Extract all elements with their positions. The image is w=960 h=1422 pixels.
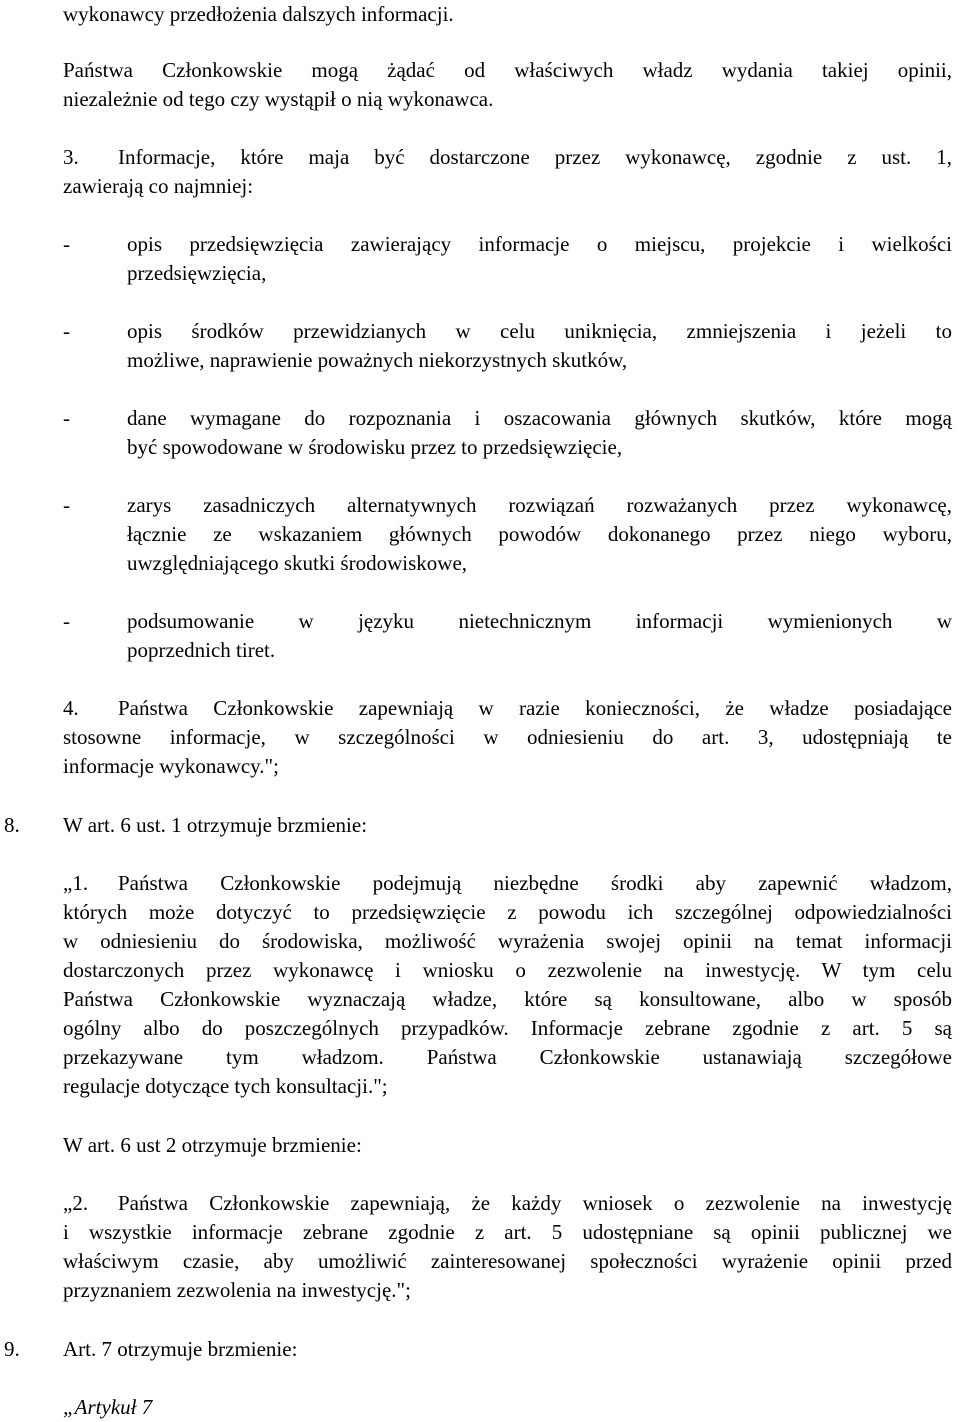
bullet-dash: - [63, 493, 70, 517]
bullet-text: poprzednich tiret. [127, 638, 276, 662]
quote-number: „2. [63, 1191, 89, 1215]
text-line: Państwa Członkowskie mogą żądać od właściwych władz wydania takiej opinii, [63, 58, 952, 82]
bullet-dash: - [63, 406, 70, 430]
article-heading: „Artykuł 7 [63, 1395, 153, 1419]
bullet-text: przedsięwzięcia, [127, 261, 267, 285]
text-line: regulacje dotyczące tych konsultacji."; [63, 1074, 388, 1098]
text-line: Państwa Członkowskie podejmują niezbędne środki aby zapewnić władzom, [118, 871, 952, 895]
text-line: stosowne informacje, w szczególności w odniesieniu do art. 3, udostępniają te [63, 725, 952, 749]
item-number: 4. [63, 696, 79, 720]
bullet-dash: - [63, 232, 70, 256]
text-line: przekazywane tym władzom. Państwa Członkowskie ustanawiają szczegółowe [63, 1045, 952, 1069]
text-line: wykonawcy przedłożenia dalszych informacji. [63, 2, 454, 26]
text-line: których może dotyczyć to przedsięwzięcie z powodu ich szczególnej odpowiedzialności [63, 900, 952, 924]
text-line: niezależnie od tego czy wystąpił o nią wykonawca. [63, 87, 494, 111]
bullet-text: zarys zasadniczych alternatywnych rozwiązań rozważanych przez wykonawcę, [127, 493, 952, 517]
text-line: Informacje, które maja być dostarczone przez wykonawcę, zgodnie z ust. 1, [118, 145, 952, 169]
text-line: zawierają co najmniej: [63, 174, 254, 198]
text-line: dostarczonych przez wykonawcę i wniosku o zezwolenie na inwestycję. W tym celu [63, 958, 952, 982]
item-number: 8. [4, 813, 20, 837]
text-line: przyznaniem zezwolenia na inwestycję."; [63, 1278, 411, 1302]
bullet-text: dane wymagane do rozpoznania i oszacowania głównych skutków, które mogą [127, 406, 952, 430]
bullet-text: opis przedsięwzięcia zawierający informacje o miejscu, projekcie i wielkości [127, 232, 952, 256]
bullet-text: opis środków przewidzianych w celu uniknięcia, zmniejszenia i jeżeli to [127, 319, 952, 343]
text-line: W art. 6 ust. 1 otrzymuje brzmienie: [63, 813, 368, 837]
bullet-text: łącznie ze wskazaniem głównych powodów dokonanego przez niego wyboru, [127, 522, 952, 546]
item-number: 9. [4, 1337, 20, 1361]
text-line: ogólny albo do poszczególnych przypadków. Informacje zebrane zgodnie z art. 5 są [63, 1016, 952, 1040]
bullet-dash: - [63, 609, 70, 633]
quote-number: „1. [63, 871, 89, 895]
bullet-dash: - [63, 319, 70, 343]
bullet-text: być spowodowane w środowisku przez to przedsięwzięcie, [127, 435, 623, 459]
text-line: Państwa Członkowskie zapewniają w razie konieczności, że władze posiadające [118, 696, 952, 720]
text-line: Państwa Członkowskie zapewniają, że każdy wniosek o zezwolenie na inwestycję [118, 1191, 952, 1215]
text-line: właściwym czasie, aby umożliwić zainteresowanej społeczności wyrażenie opinii przed [63, 1249, 952, 1273]
bullet-text: uwzględniającego skutki środowiskowe, [127, 551, 468, 575]
text-line: w odniesieniu do środowiska, możliwość wyrażenia swojej opinii na temat informacji [63, 929, 952, 953]
text-line: informacje wykonawcy."; [63, 754, 279, 778]
bullet-text: możliwe, naprawienie poważnych niekorzystnych skutków, [127, 348, 628, 372]
text-line: i wszystkie informacje zebrane zgodnie z art. 5 udostępniane są opinii publicznej we [63, 1220, 952, 1244]
bullet-text: podsumowanie w języku nietechnicznym informacji wymienionych w [127, 609, 952, 633]
item-number: 3. [63, 145, 79, 169]
text-line: Państwa Członkowskie wyznaczają władze, które są konsultowane, albo w sposób [63, 987, 952, 1011]
text-line: W art. 6 ust 2 otrzymuje brzmienie: [63, 1133, 362, 1157]
text-line: Art. 7 otrzymuje brzmienie: [63, 1337, 298, 1361]
